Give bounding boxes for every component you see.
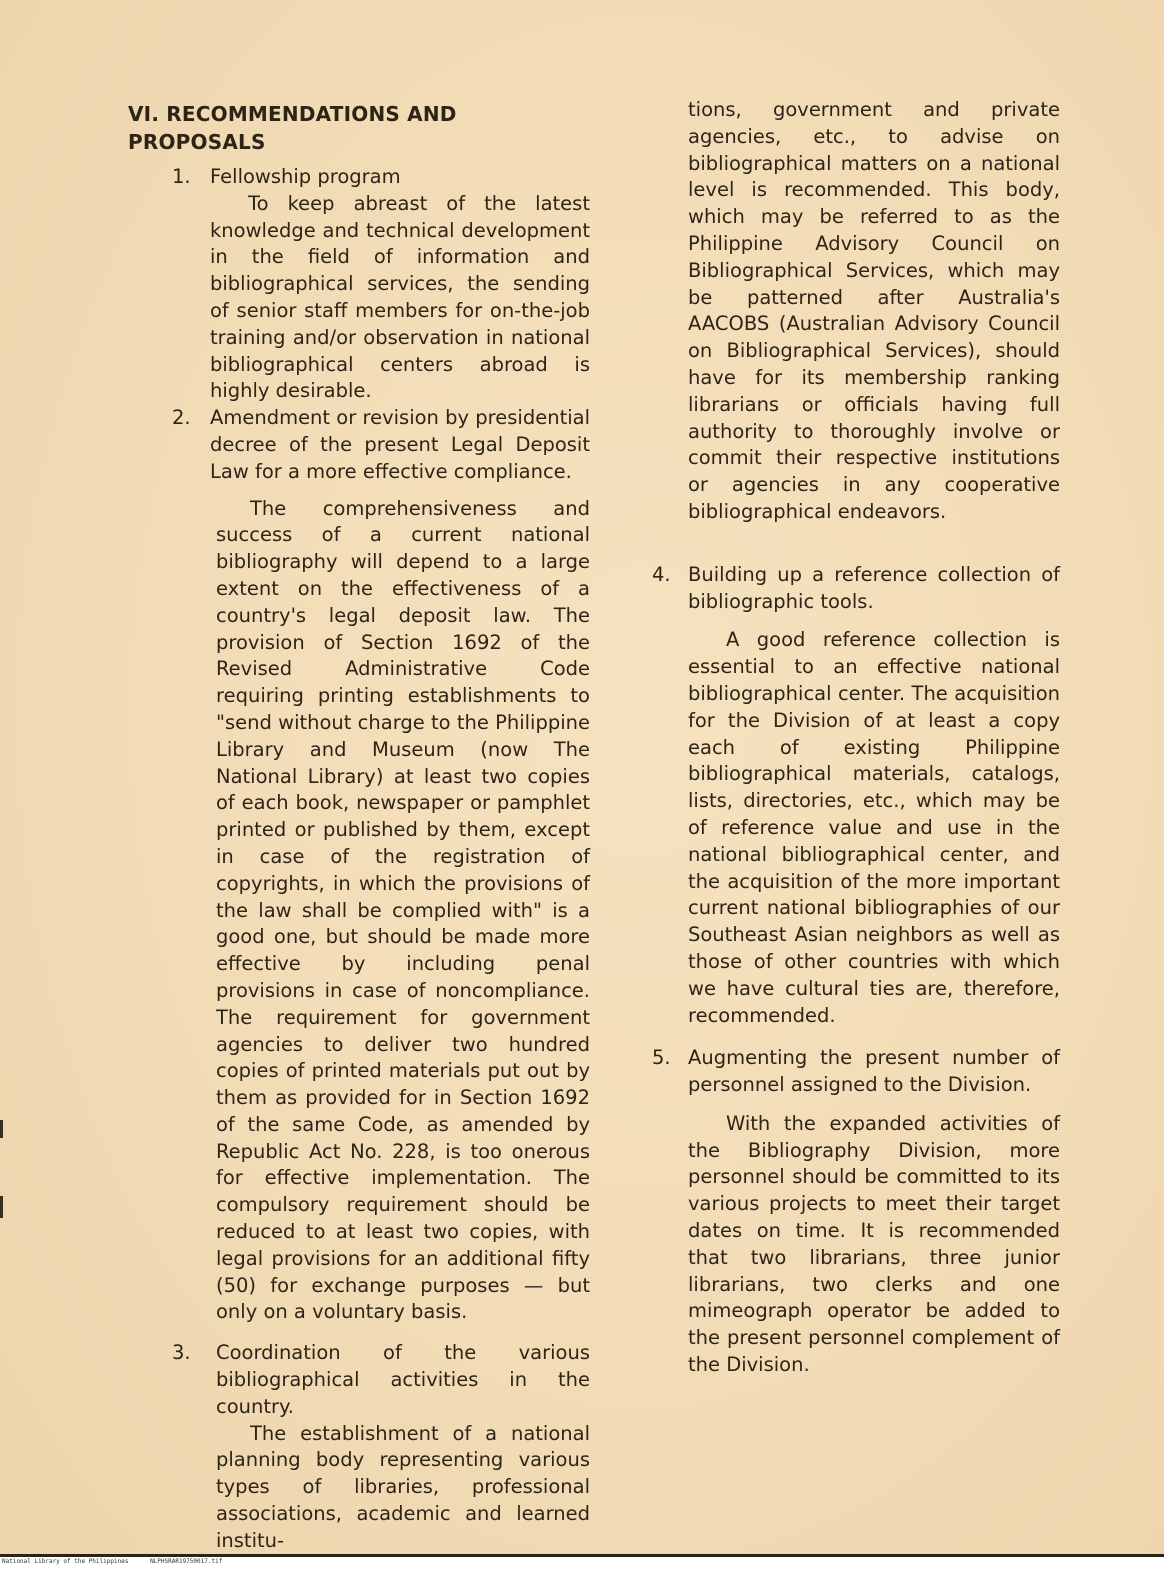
footer-file: NLPHSRAR19750017.tif — [150, 1558, 223, 1565]
item-number: 4. — [652, 562, 671, 586]
section-heading: VI. RECOMMENDATIONS AND PROPOSALS — [128, 102, 457, 154]
item-number: 5. — [652, 1046, 671, 1070]
footer-source: National Library of the Philippines — [2, 1558, 129, 1565]
paragraph-personnel: With the expanded activities of the Bibliography Division, more personnel should be committed to its various projects to meet their target dates on time. It is recommended that two librarians, three junior librarians, two clerks and one mimeograph operator be added to the present personnel complement of the Division. — [688, 1111, 1060, 1377]
list-item-3 — [128, 1340, 590, 1420]
item-title: Building up a reference collection of bibliographic tools. — [688, 562, 1060, 613]
paragraph-fellowship: To keep abreast of the latest knowledge and technical development in the field of information and bibliographical services, the sending of senior staff members for on-the-job training and/or observation in national bibliographical centers abroad is highly desirable. — [210, 191, 590, 403]
item-title: Fellowship program — [210, 165, 401, 188]
scan-edge-mark — [0, 1120, 3, 1138]
paragraph-coordination-start: The establishment of a national planning body representing various types of libraries, professional associations, academic and learned institu- — [216, 1421, 590, 1552]
list-item-4 — [652, 562, 1060, 616]
paragraph-reference-collection: A good reference collection is essential to an effective national bibliographical center. The acquisition for the Division of at least a copy each of existing Philippine bibliographical materials, catalogs, lists, directories, etc., which may be of reference value and use in the national bibliographical center, and the acquisition of the more important current national bibliographies of our Southeast Asian neighbors as well as those of other countries with which we have cultural ties are, therefore, recommended. — [688, 628, 1060, 1027]
list-item-1 — [128, 164, 590, 405]
list-item-5 — [652, 1045, 1060, 1099]
item-title: Coordination of the various bibliographical activities in the country. — [216, 1341, 590, 1418]
paragraph-coordination-continued: tions, government and private agencies, etc., to advise on bibliographical matters on a national level is recommended. This body, which may be referred to as the Philippine Advisory Council on Bibliographical Services, which may be patterned after Australia's AACOBS (Australian Advisory Council on Bibliographical Services), should have for its membership ranking librarians or officials having full authority to thoroughly involve or commit their respective institutions or agencies in any cooperative bibliographical endeavors. — [688, 98, 1060, 523]
paragraph-legal-deposit: The comprehensiveness and success of a current national bibliography will depend to a large extent on the effectiveness of a country's legal deposit law. The provision of Section 1692 of the Revised Administrative Code requiring printing establishments to "send without charge to the Philippine Library and Museum (now The National Library) at least two copies of each book, newspaper or pamphlet printed or published by them, except in case of the registration of copyrights, in which the provisions of the law shall be complied with" is a good one, but should be made more effective by including penal provisions in case of noncompliance. The requirement for government agencies to deliver two hundred copies of printed materials put out by them as provided for in Section 1692 of the same Code, as amended by Republic Act No. 228, is too onerous for effective implementation. The compulsory requirement should be reduced to at least two copies, with legal provisions for an additional fifty (50) for exchange purposes — but only on a voluntary basis. — [216, 496, 590, 1324]
scan-edge-mark — [0, 1196, 3, 1218]
right-column — [652, 97, 1060, 1379]
item-number: 3. — [172, 1341, 191, 1365]
item-title: Amendment or revision by presidential decree of the present Legal Deposit Law for a more effective compliance. — [210, 406, 590, 483]
list-item-2 — [128, 405, 590, 485]
item-number: 1. — [172, 165, 191, 188]
scan-footer — [2, 1558, 240, 1565]
item-title: Augmenting the present number of personnel assigned to the Division. — [688, 1046, 1060, 1097]
item-number: 2. — [172, 406, 191, 430]
left-column — [128, 100, 590, 1555]
